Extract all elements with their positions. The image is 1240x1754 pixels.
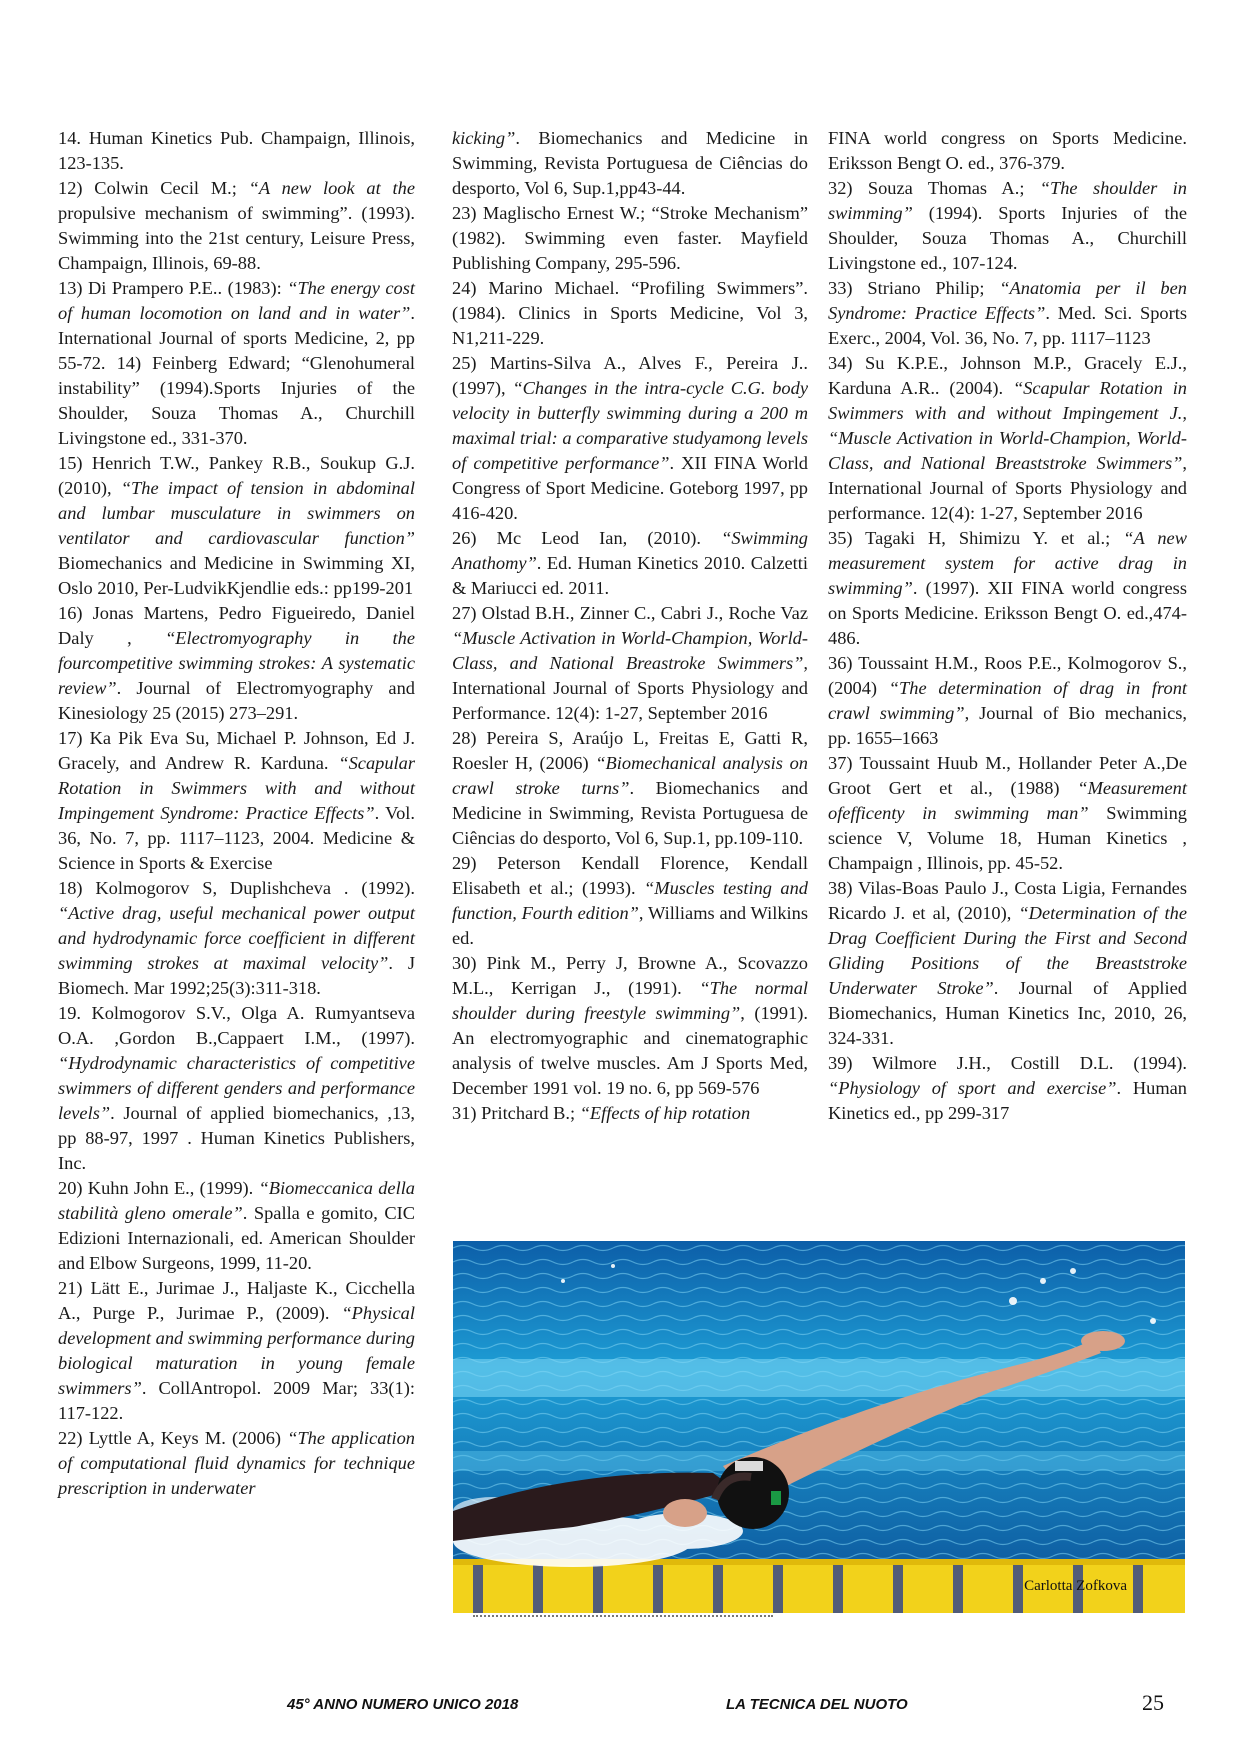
reference-entry (58, 1276, 415, 1426)
reference-text: , Journal of Bio mechanics, pp. 1655–1663 (828, 703, 1188, 748)
reference-entry (828, 276, 1187, 351)
reference-text: 30) Pink M., Perry J, Browne A., Scovazzo M.L., Kerrigan J., (1991). (452, 953, 808, 998)
reference-text: (1994). Sports Injuries of the Shoulder, Souza Thomas A., Churchill Livingstone ed., 107-124. (828, 203, 1187, 273)
reference-text: 13) Di Prampero P.E.. (1983): (58, 278, 288, 298)
reference-title: “The shoulder in swimming” (828, 178, 1187, 223)
photo-bottom-strip (453, 1613, 1185, 1619)
reference-title: “Electromyography in the fourcompetitive swimming strokes: A systematic review” (58, 628, 415, 698)
reference-text: 34) Su K.P.E., Johnson M.P., Gracely E.J., Karduna A.R.. (2004). (828, 353, 1187, 398)
reference-text: , International Journal of Sports Physiology and performance. 12(4): 1-27, September 2016 (828, 453, 1187, 523)
reference-text: . Biomechanics and Medicine in Swimming, Revista Portuguesa de Ciências do desporto, Vol 6, Sup.1, pp.109-110. (452, 778, 809, 848)
reference-entry (58, 1001, 415, 1176)
reference-text: . Journal of Electromyography and Kinesiology 25 (2015) 273–291. (58, 678, 415, 723)
reference-text: . J Biomech. Mar 1992;25(3):311-318. (58, 953, 415, 998)
reference-title: “A new look at the (248, 178, 415, 198)
reference-text: . Ed. Human Kinetics 2010. Calzetti & Mariucci ed. 2011. (452, 553, 808, 598)
reference-title: “Measurement ofefficenty in swimming man” (828, 778, 1187, 823)
reference-entry (58, 451, 415, 601)
reference-entry (828, 651, 1187, 751)
reference-entry (828, 526, 1187, 651)
reference-text: 27) Olstad B.H., Zinner C., Cabri J., Roche Vaz (452, 603, 808, 623)
reference-title: “The normal shoulder during freestyle swimming” (452, 978, 809, 1023)
reference-title: “Anatomia per il ben Syndrome: Practice Effects” (828, 278, 1187, 323)
reference-text: . Vol. 36, No. 7, pp. 1117–1123, 2004. Medicine & Science in Sports & Exercise (58, 803, 415, 873)
reference-entry (58, 276, 415, 451)
reference-text: 26) Mc Leod Ian, (2010). (452, 528, 722, 548)
reference-text: FINA world congress on Sports Medicine. Eriksson Bengt O. ed., 376-379. (828, 128, 1187, 173)
reference-text: 20) Kuhn John E., (1999). (58, 1178, 259, 1198)
reference-title: “Scapular Rotation in Swimmers with and without Impingement J., “Muscle Activation in World-Champion, World-Class, and National Breaststroke Swimmers” (828, 378, 1187, 473)
reference-text: 25) Martins-Silva A., Alves F., Pereira J.. (1997), (452, 353, 808, 398)
reference-title: “Hydrodynamic characteristics of competitive swimmers of different genders and performance levels” (58, 1053, 415, 1123)
reference-entry (58, 1176, 415, 1276)
reference-text: 18) Kolmogorov S, Duplishcheva . (1992). (58, 878, 415, 898)
reference-text: 14. Human Kinetics Pub. Champaign, Illinois, 123-135. (58, 128, 415, 173)
reference-entry (58, 726, 415, 876)
references-column-2 (452, 126, 808, 1126)
reference-title: “Scapular Rotation in Swimmers with and without Impingement Syndrome: Practice Effects” (58, 753, 415, 823)
reference-title: “Muscle Activation in World-Champion, World-Class, and National Breastroke Swimmers”, (452, 628, 808, 673)
reference-entry (452, 1101, 808, 1126)
reference-entry (452, 276, 808, 351)
reference-entry (828, 176, 1187, 276)
reference-text: 36) Toussaint H.M., Roos P.E., Kolmogorov S., (2004) (828, 653, 1187, 698)
reference-text: 24) Marino Michael. “Profiling Swimmers”. (1984). Clinics in Sports Medicine, Vol 3, N1,211-229. (452, 278, 808, 348)
reference-text: 33) Striano Philip; (828, 278, 1000, 298)
reference-entry (828, 126, 1187, 176)
reference-text: 21) Lätt E., Jurimae J., Haljaste K., Cicchella A., Purge P., Jurimae P., (2009). (58, 1278, 415, 1323)
reference-text: International Journal of Sports Physiology and Performance. 12(4): 1-27, September 2016 (452, 678, 808, 723)
reference-title: “The application of computational fluid dynamics for technique prescription in underwater (58, 1428, 415, 1498)
reference-entry (828, 876, 1187, 1051)
reference-text: . XII FINA World Congress of Sport Medicine. Goteborg 1997, pp 416-420. (452, 453, 808, 523)
reference-text: 28) Pereira S, Araújo L, Freitas E, Gatti R, Roesler H, (2006) (452, 728, 808, 773)
reference-text: 19. Kolmogorov S.V., Olga A. Rumyantseva O.A. ,Gordon B.,Cappaert I.M., (1997). (58, 1003, 415, 1048)
reference-entry (58, 601, 415, 726)
reference-text: . Human Kinetics ed., pp 299-317 (828, 1078, 1187, 1123)
reference-text: 32) Souza Thomas A.; (828, 178, 1040, 198)
reference-text: . Journal of applied biomechanics, ,13, pp 88-97, 1997 . Human Kinetics Publishers, Inc. (58, 1103, 415, 1173)
reference-text: , (1991). An electromyographic and cinematographic analysis of twelve muscles. Am J Sports Med, December 1991 vol. 19 no. 6, pp 569-576 (452, 1003, 808, 1098)
reference-text: 16) Jonas Martens, Pedro Figueiredo, Daniel Daly , (58, 603, 415, 648)
reference-text: 23) Maglischo Ernest W.; “Stroke Mechanism” (1982). Swimming even faster. Mayfield Publishing Company, 295-596. (452, 203, 808, 273)
reference-entry (828, 1051, 1187, 1126)
reference-text: 35) Tagaki H, Shimizu Y. et al.; (828, 528, 1124, 548)
reference-text: 22) Lyttle A, Keys M. (2006) (58, 1428, 288, 1448)
reference-entry (452, 351, 808, 526)
reference-text: . Spalla e gomito, CIC Edizioni Internazionali, ed. American Shoulder and Elbow Surgeons, 1999, 11-20. (58, 1203, 415, 1273)
reference-title: kicking” (452, 128, 516, 148)
reference-text: 31) Pritchard B.; (452, 1103, 580, 1123)
page-number: 25 (1142, 1690, 1164, 1715)
reference-entry (58, 876, 415, 1001)
reference-title: “The energy cost of human locomotion on land and in water” (58, 278, 415, 323)
reference-title: “Determination of the Drag Coefficient During the First and Second Gliding Positions of the Breaststroke Underwater Stroke” (828, 903, 1187, 998)
reference-entry (452, 201, 808, 276)
reference-title: “Physical development and swimming performance during biological maturation in young female swimmers” (58, 1303, 415, 1398)
reference-title: “The determination of drag in front crawl swimming” (828, 678, 1187, 723)
reference-entry (452, 526, 808, 601)
reference-text: 17) Ka Pik Eva Su, Michael P. Johnson, Ed J. Gracely, and Andrew R. Karduna. (58, 728, 415, 773)
reference-title: “Biomechanical analysis on crawl stroke turns” (452, 753, 808, 798)
reference-text: , Williams and Wilkins ed. (452, 903, 808, 948)
reference-entry (828, 751, 1187, 876)
reference-text: Biomechanics and Medicine in Swimming XI, Oslo 2010, Per-LudvikKjendlie eds.: pp199-201 (58, 553, 415, 598)
references-column-3 (828, 126, 1187, 1126)
reference-title: “Changes in the intra-cycle C.G. body velocity in butterfly swimming during a 200 m maximal trial: a comparative studyamong levels of competitive performance” (452, 378, 808, 473)
reference-text: . Biomechanics and Medicine in Swimming, Revista Portuguesa de Ciências do desporto, Vol 6, Sup.1,pp43-44. (452, 128, 808, 198)
footer-issue: 45° ANNO NUMERO UNICO 2018 (287, 1696, 519, 1713)
reference-text: 38) Vilas-Boas Paulo J., Costa Ligia, Fernandes Ricardo J. et al, (2010), (828, 878, 1187, 923)
footer-magazine-title: LA TECNICA DEL NUOTO (726, 1696, 908, 1713)
reference-entry (452, 726, 808, 851)
reference-text: 15) Henrich T.W., Pankey R.B., Soukup G.J. (2010), (58, 453, 415, 498)
reference-title: “Effects of hip rotation (579, 1103, 751, 1123)
reference-text: Swimming science V, Volume 18, Human Kinetics , Champaign , Illinois, pp. 45-52. (828, 803, 1187, 873)
reference-title: “A new measurement system for active drag in swimming” (828, 528, 1187, 598)
reference-text: . Journal of Applied Biomechanics, Human Kinetics Inc, 2010, 26, 324-331. (828, 978, 1187, 1048)
reference-text: 12) Colwin Cecil M.; (58, 178, 249, 198)
reference-text: 39) Wilmore J.H., Costill D.L. (1994). (828, 1053, 1187, 1073)
reference-text: . (1997). XII FINA world congress on Sports Medicine. Eriksson Bengt O. ed.,474-486. (828, 578, 1187, 648)
reference-title: “Biomeccanica della stabilità gleno omerale” (58, 1178, 416, 1223)
references-column-1 (58, 126, 415, 1501)
reference-text: propulsive mechanism of swimming”. (1993). Swimming into the 21st century, Leisure Press, Champaign, Illinois, 69-88. (58, 203, 415, 273)
swimmer-photo (453, 1241, 1185, 1613)
reference-entry (828, 351, 1187, 526)
reference-entry (452, 951, 808, 1101)
reference-entry (58, 1426, 415, 1501)
reference-entry (452, 126, 808, 201)
reference-title: “Active drag, useful mechanical power output and hydrodynamic force coefficient in different swimming strokes at maximal velocity” (58, 903, 415, 973)
reference-text: . International Journal of sports Medicine, 2, pp 55-72. 14) Feinberg Edward; “Glenohumeral instability” (1994).Sports Injuries of the Shoulder, Souza Thomas A., Churchill Livingstone ed., 331-370. (58, 303, 415, 448)
reference-text: . CollAntropol. 2009 Mar; 33(1): 117-122. (58, 1378, 415, 1423)
reference-entry (58, 126, 415, 176)
reference-entry (58, 176, 415, 276)
reference-text: . Med. Sci. Sports Exerc., 2004, Vol. 36, No. 7, pp. 1117–1123 (828, 303, 1187, 348)
photo-caption: Carlotta Zofkova (1024, 1578, 1127, 1594)
reference-title: “Swimming Anathomy” (452, 528, 808, 573)
reference-title: “Physiology of sport and exercise” (828, 1078, 1117, 1098)
reference-entry (452, 601, 808, 726)
reference-text: 37) Toussaint Huub M., Hollander Peter A.,De Groot Gert et al., (1988) (828, 753, 1187, 798)
reference-title: “Muscles testing and function, Fourth edition” (452, 878, 808, 923)
reference-entry (452, 851, 808, 951)
reference-title: “The impact of tension in abdominal and lumbar musculature in swimmers on ventilator and cardiovascular function” (58, 478, 415, 548)
reference-text: 29) Peterson Kendall Florence, Kendall Elisabeth et al.; (1993). (452, 853, 808, 898)
